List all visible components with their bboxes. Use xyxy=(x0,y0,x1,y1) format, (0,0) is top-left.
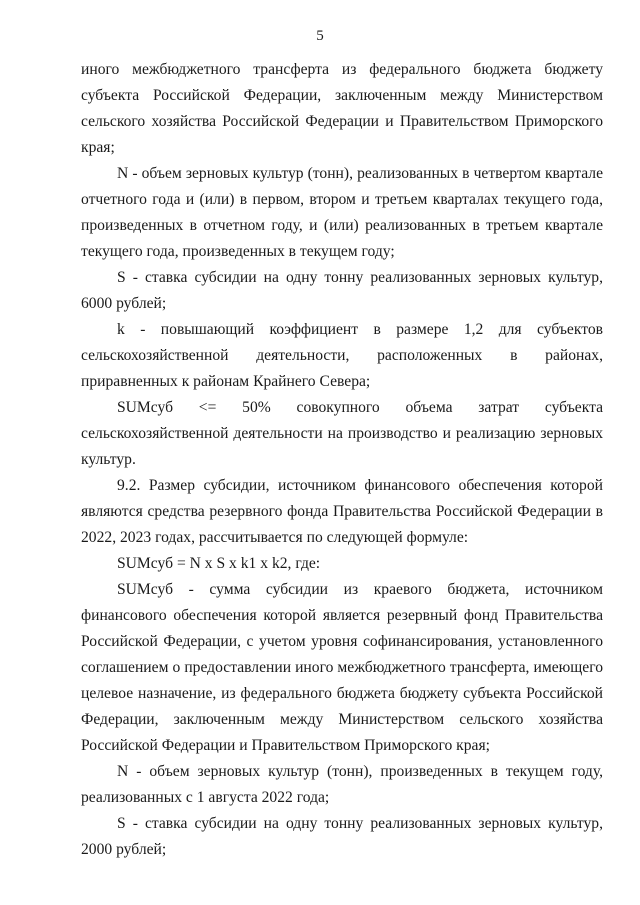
paragraph-k-definition: k - повышающий коэффициент в размере 1,2 для субъектов сельскохозяйственной деятельности, расположенных в районах, приравненных к районам Крайнего Севера; xyxy=(81,321,603,390)
paragraph-s-definition-2: S - ставка субсидии на одну тонну реализованных зерновых культур, 2000 рублей; xyxy=(81,815,603,858)
document-body xyxy=(81,57,603,863)
paragraph-sum-definition: SUMсуб - сумма субсидии из краевого бюджета, источником финансового обеспечения которой является резервный фонд Правительства Российской Федерации, с учетом уровня софинансирования, установленного соглашением о предоставлении иного межбюджетного трансферта, имеющего целевое назначение, из федерального бюджета бюджету субъекта Российской Федерации, заключенным между Министерством сельского хозяйства Российской Федерации и Правительством Приморского края; xyxy=(81,581,603,754)
paragraph-section-9-2: 9.2. Размер субсидии, источником финансового обеспечения которой являются средства резервного фонда Правительства Российской Федерации в 2022, 2023 годах, рассчитывается по следующей формуле: xyxy=(81,477,603,546)
paragraph-formula: SUMсуб = N x S x k1 x k2, где: xyxy=(117,555,321,572)
page-number: 5 xyxy=(316,28,324,44)
paragraph-transfer-continuation: иного межбюджетного трансферта из федерального бюджета бюджету субъекта Российской Федерации, заключенным между Министерством сельского хозяйства Российской Федерации и Правительством Приморского края; xyxy=(81,61,603,156)
paragraph-sum-limit: SUMсуб <= 50% совокупного объема затрат субъекта сельскохозяйственной деятельности на производство и реализацию зерновых культур. xyxy=(81,399,603,468)
paragraph-s-definition: S - ставка субсидии на одну тонну реализованных зерновых культур, 6000 рублей; xyxy=(81,269,603,312)
paragraph-n-definition-2: N - объем зерновых культур (тонн), произведенных в текущем году, реализованных с 1 августа 2022 года; xyxy=(81,763,603,806)
paragraph-n-definition: N - объем зерновых культур (тонн), реализованных в четвертом квартале отчетного года и (или) в первом, втором и третьем кварталах текущего года, произведенных в отчетном году, и (или) реализованных в третьем квартале текущего года, произведенных в текущем году; xyxy=(81,165,603,260)
